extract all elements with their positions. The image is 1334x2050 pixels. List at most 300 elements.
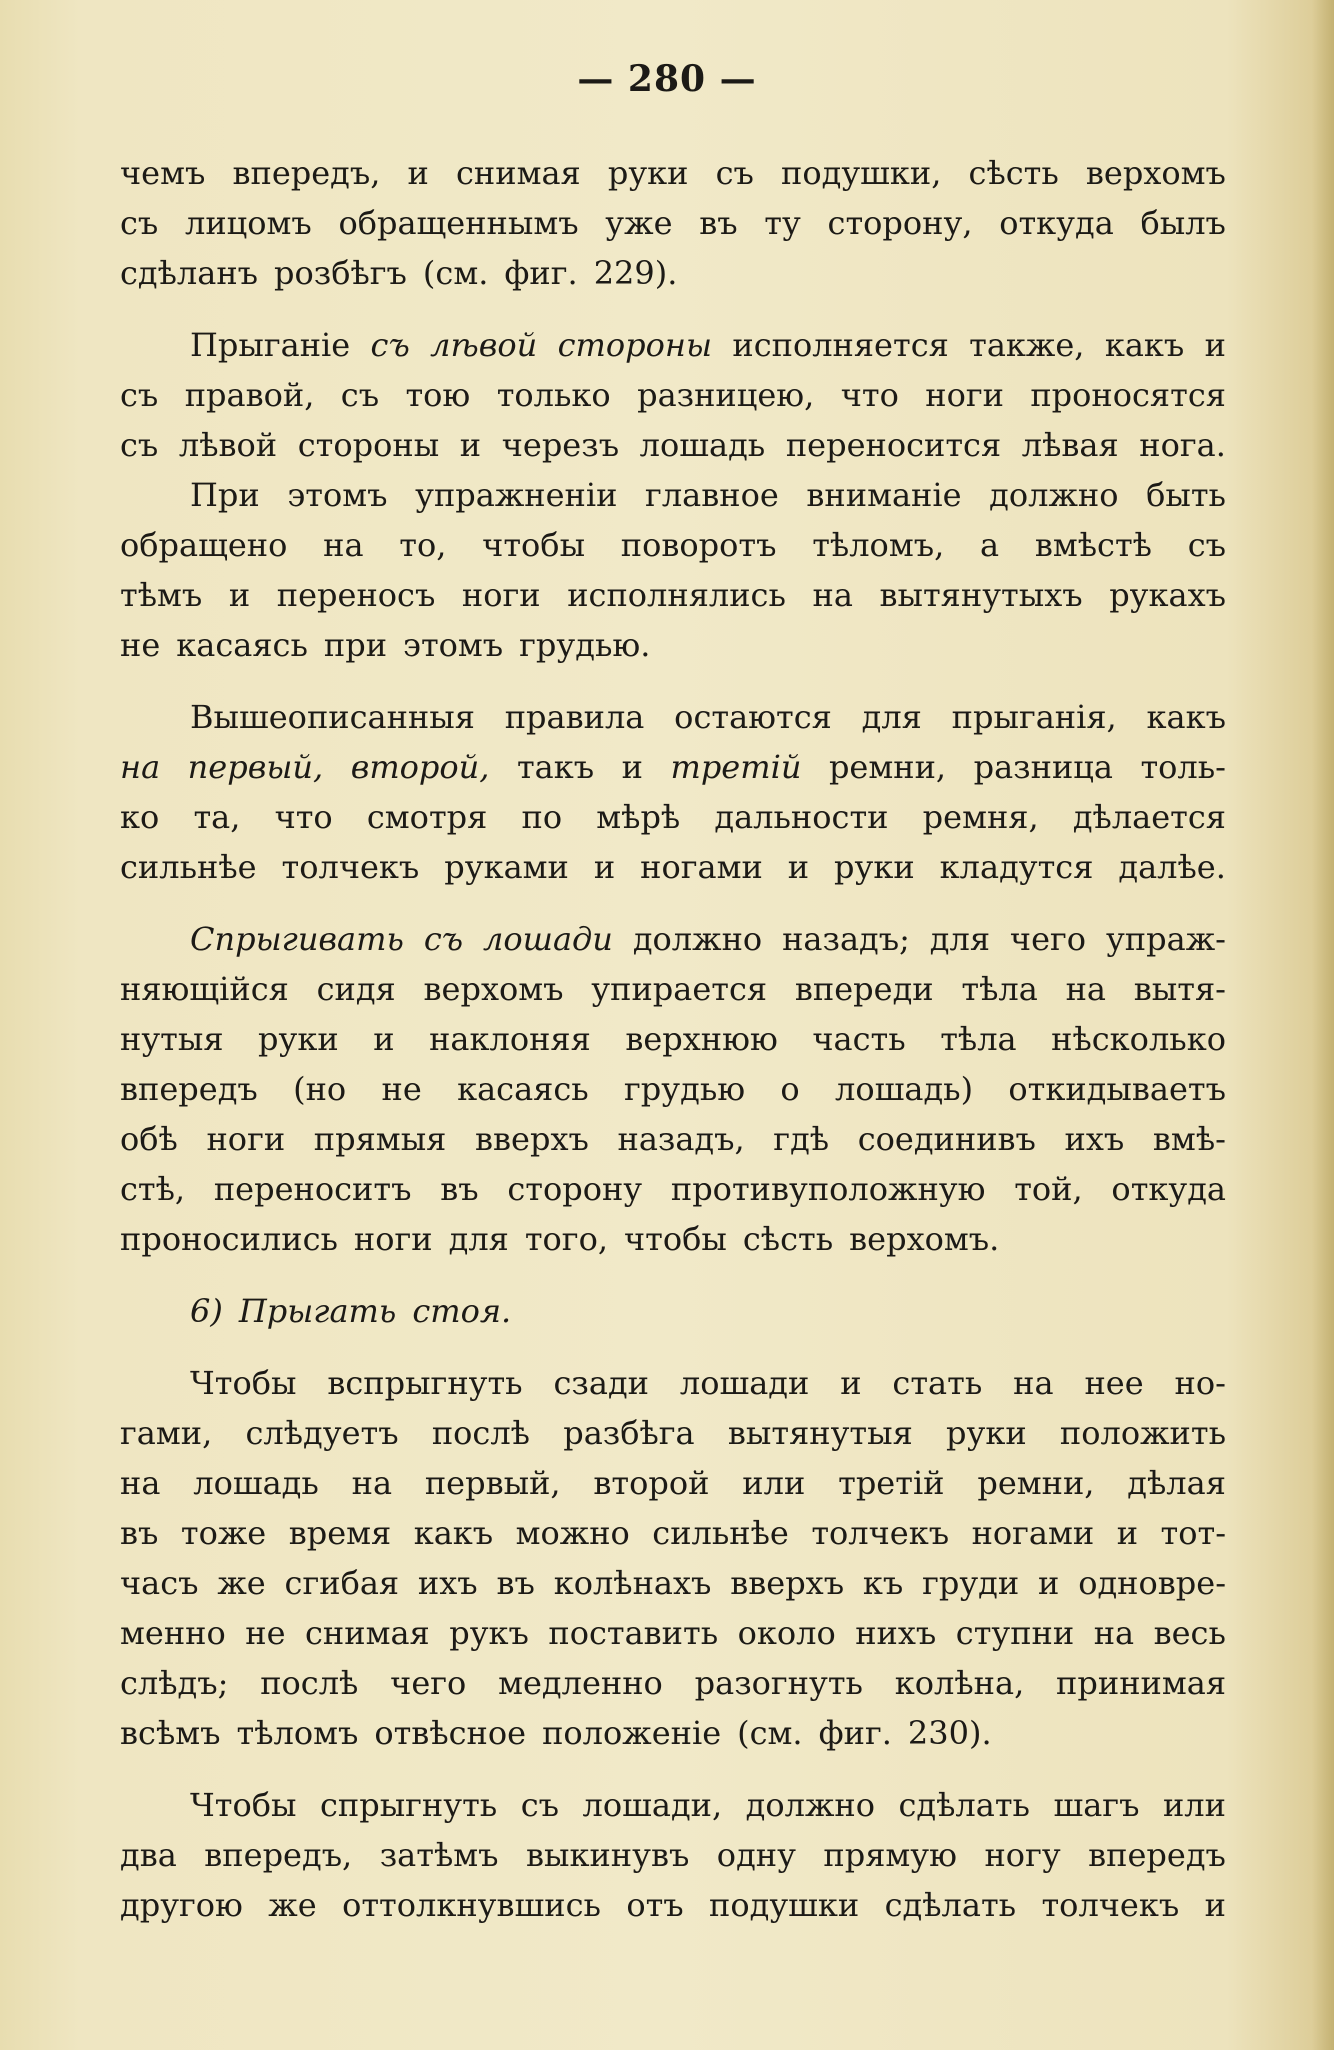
word: стоя. [412, 1292, 512, 1330]
word: и [373, 1020, 395, 1058]
word: былъ [1140, 204, 1226, 242]
word: Чтобы [190, 1364, 297, 1402]
word: уже [605, 204, 673, 242]
word: толь- [1140, 748, 1226, 786]
word: должно [632, 920, 763, 958]
word: вмѣстѣ [1034, 526, 1152, 564]
word: Чтобы [190, 1786, 297, 1824]
word: сдѣлать [898, 1786, 1030, 1824]
word: послѣ [260, 1664, 359, 1702]
word: лошади [482, 920, 613, 958]
word: ногами [971, 1514, 1095, 1552]
text-line [120, 470, 1226, 520]
word: ихъ [1064, 1120, 1125, 1158]
word: по [521, 798, 563, 836]
word: руки [834, 848, 915, 886]
word: смотря [366, 798, 488, 836]
word: нее [1084, 1364, 1144, 1402]
word: впередъ, [204, 1836, 353, 1874]
word: и [1116, 1514, 1139, 1552]
text-line [120, 1164, 1226, 1214]
word: касаясь [176, 626, 308, 664]
word: назадъ; [782, 920, 910, 958]
text-line [120, 1608, 1226, 1658]
word: лошади [679, 1364, 810, 1402]
word: ноги [925, 376, 1004, 414]
word: прямыя [313, 1120, 447, 1158]
paragraph-gap [120, 298, 1226, 320]
word: лошадь [639, 426, 766, 464]
word: для [861, 698, 922, 736]
word: два [120, 1836, 177, 1874]
word: сдѣлать [884, 1886, 1017, 1924]
word: съ [423, 920, 464, 958]
word: мѣрѣ [596, 798, 681, 836]
word: переноситъ [213, 1170, 412, 1208]
word: для [929, 920, 990, 958]
word: положить [1059, 1414, 1226, 1452]
word: одновре- [1078, 1564, 1226, 1602]
word: верхомъ [1085, 154, 1226, 192]
word: стать [892, 1364, 983, 1402]
word: разницею, [637, 376, 815, 414]
word: и [621, 748, 643, 786]
text-line [120, 1214, 1226, 1264]
word: впередъ, [232, 154, 381, 192]
word: съ [520, 1786, 559, 1824]
word: что [274, 798, 333, 836]
text-line [120, 792, 1226, 842]
word: нихъ [855, 1614, 937, 1652]
paragraph-gap [120, 1758, 1226, 1780]
text-line [120, 370, 1226, 420]
text-line [120, 1780, 1226, 1830]
text-line [120, 620, 1226, 670]
word: какъ [413, 1514, 494, 1552]
word: верхомъ. [849, 1220, 1000, 1258]
word: ремни, [828, 748, 947, 786]
text-line [120, 248, 1226, 298]
word: первый, [424, 1464, 561, 1502]
word: къ [862, 1564, 904, 1602]
word: въ [699, 204, 738, 242]
word: съ [120, 204, 159, 242]
word: послѣ [431, 1414, 530, 1452]
word: ногами [640, 848, 763, 886]
word: сильнѣе [120, 848, 257, 886]
word: розбѣгъ [274, 254, 407, 292]
text-line [120, 1508, 1226, 1558]
word: остаются [674, 698, 832, 736]
word: часть [812, 1020, 906, 1058]
word: чтобы [482, 526, 586, 564]
text-line [120, 692, 1226, 742]
word: прыганія, [951, 698, 1117, 736]
word: проносились [120, 1220, 338, 1258]
word: также, [969, 326, 1085, 364]
word: (см. [737, 1714, 803, 1752]
word: тот- [1160, 1514, 1226, 1552]
text-line [120, 1408, 1226, 1458]
word: стороны [557, 326, 713, 364]
word: толчекъ [811, 1514, 950, 1552]
word: (см. [422, 254, 489, 292]
word: сгибая [284, 1564, 400, 1602]
word: съ [120, 376, 159, 414]
word: и [228, 576, 251, 614]
word: при [323, 626, 388, 664]
word: разбѣга [563, 1414, 695, 1452]
word: вытянутыя [727, 1414, 913, 1452]
word: принимая [1056, 1664, 1226, 1702]
word: слѣдуетъ [245, 1414, 399, 1452]
word: вверхъ [730, 1564, 845, 1602]
text-line [120, 420, 1226, 470]
word: правой, [184, 376, 315, 414]
word: какъ [1146, 698, 1226, 736]
word: ремни, [977, 1464, 1095, 1502]
word: дѣлается [1072, 798, 1226, 836]
word: откуда [999, 204, 1114, 242]
word: проносятся [1030, 376, 1226, 414]
word: должно [745, 1786, 875, 1824]
word: руки [946, 1414, 1027, 1452]
word: (но [293, 1070, 347, 1108]
word: менно [120, 1614, 226, 1652]
word: лошади, [582, 1786, 723, 1824]
word: этомъ [287, 476, 388, 514]
word: сѣсть [968, 154, 1059, 192]
word: на [1013, 1364, 1054, 1402]
word: подушки [709, 1886, 860, 1924]
word: третій [670, 748, 802, 786]
word: нутыя [120, 1020, 224, 1058]
word: черезъ [501, 426, 620, 464]
word: кладутся [939, 848, 1094, 886]
word: дальности [714, 798, 889, 836]
word: снимая [304, 1614, 430, 1652]
paragraph-gap [120, 1264, 1226, 1286]
word: и [840, 1364, 862, 1402]
text-line [120, 1658, 1226, 1708]
word: гдѣ [773, 1120, 830, 1158]
text-line [120, 1286, 1226, 1336]
word: 230). [907, 1714, 992, 1752]
word: фиг. [818, 1714, 892, 1752]
word: гами, [120, 1414, 213, 1452]
text-line [120, 1114, 1226, 1164]
word: дѣлая [1127, 1464, 1226, 1502]
word: вытянутыхъ [879, 576, 1083, 614]
word: рукъ [449, 1614, 529, 1652]
word: откуда [1111, 1170, 1226, 1208]
word: ноги [461, 576, 541, 614]
word: грудью. [519, 626, 651, 664]
word: наклоняя [429, 1020, 591, 1058]
word: 6) [190, 1292, 223, 1330]
word: подушки, [781, 154, 942, 192]
word: переносъ [276, 576, 436, 614]
word: тѣломъ [236, 1714, 359, 1752]
word: груди [922, 1564, 1020, 1602]
word: другою [120, 1886, 243, 1924]
page-edge-shadow [1312, 0, 1334, 2050]
word: или [1162, 1786, 1226, 1824]
word: сзади [553, 1364, 649, 1402]
word: толчекъ [281, 848, 420, 886]
word: только [496, 376, 611, 414]
word: время [288, 1514, 392, 1552]
text-line [120, 1708, 1226, 1758]
word: соединивъ [857, 1120, 1036, 1158]
word: на [812, 576, 853, 614]
word: разогнуть [694, 1664, 863, 1702]
word: толчекъ [1041, 1886, 1180, 1924]
word: та, [193, 798, 241, 836]
word: съ [340, 376, 380, 414]
word: такъ [516, 748, 595, 786]
word: прямую [823, 1836, 957, 1874]
word: лошадь) [835, 1070, 974, 1108]
word: не [245, 1614, 286, 1652]
word: въ [440, 1170, 479, 1208]
word: ступни [955, 1614, 1075, 1652]
word: снимая [455, 154, 581, 192]
text-line [120, 320, 1226, 370]
word: тѣла [961, 970, 1038, 1008]
word: той, [1014, 1170, 1083, 1208]
text-line [120, 1358, 1226, 1408]
text-line [120, 964, 1226, 1014]
word: сѣсть [742, 1220, 834, 1258]
word: лицомъ [184, 204, 312, 242]
word: впередъ [120, 1070, 258, 1108]
word: того, [524, 1220, 608, 1258]
word: назадъ, [617, 1120, 745, 1158]
word: сильнѣе [652, 1514, 789, 1552]
word: тою [405, 376, 471, 414]
word: руками [444, 848, 569, 886]
word: Вышеописанныя [190, 698, 475, 736]
word: и [1038, 1564, 1060, 1602]
word: упирается [591, 970, 768, 1008]
word: на [120, 1464, 161, 1502]
word: не [381, 1070, 422, 1108]
paragraph-gap [120, 670, 1226, 692]
word: третій [838, 1464, 945, 1502]
word: противуположную [670, 1170, 986, 1208]
word: чтобы [624, 1220, 727, 1258]
word: 229). [593, 254, 678, 292]
word: положеніе [542, 1714, 722, 1752]
word: то, [399, 526, 447, 564]
word: весь [1153, 1614, 1226, 1652]
paragraph-gap [120, 1336, 1226, 1358]
word: лѣвой [430, 326, 538, 364]
word: и [1204, 1886, 1226, 1924]
word: поставить [548, 1614, 719, 1652]
word: тоже [180, 1514, 267, 1552]
word: выкинувъ [525, 1836, 690, 1874]
word: въ [120, 1514, 159, 1552]
word: впередъ [1088, 1836, 1226, 1874]
word: нѣсколько [1051, 1020, 1226, 1058]
word: отвѣсное [374, 1714, 527, 1752]
word: чего [390, 1664, 467, 1702]
word: одну [716, 1836, 796, 1874]
word: вниманіе [806, 476, 962, 514]
word: часъ [120, 1564, 199, 1602]
word: верхомъ [423, 970, 564, 1008]
text-line [120, 520, 1226, 570]
paragraph-gap [120, 892, 1226, 914]
word: ноги [206, 1120, 286, 1158]
word: шагъ [1053, 1786, 1140, 1824]
word: обращено [120, 526, 288, 564]
word: должно [989, 476, 1119, 514]
word: на [351, 1464, 393, 1502]
word: ноги [353, 1220, 433, 1258]
word: касаясь [457, 1070, 589, 1108]
word: тѣмъ [120, 576, 203, 614]
body-text [120, 148, 1226, 1930]
word: на [1093, 1614, 1135, 1652]
word: чемъ [120, 154, 206, 192]
text-line [120, 148, 1226, 198]
word: какъ [1104, 326, 1185, 364]
word: и [1204, 326, 1226, 364]
word: сидя [316, 970, 396, 1008]
word: лѣвой [178, 426, 278, 464]
word: главное [645, 476, 779, 514]
word: исполнялись [567, 576, 786, 614]
word: поворотъ [620, 526, 777, 564]
word: или [742, 1464, 806, 1502]
word: затѣмъ [379, 1836, 499, 1874]
word: няющійся [120, 970, 289, 1008]
word: исполняется [732, 326, 949, 364]
word: упражненіи [415, 476, 618, 514]
word: фиг. [504, 254, 578, 292]
word: ту [764, 204, 801, 242]
word: грудью [624, 1070, 746, 1108]
word: этомъ [403, 626, 504, 664]
word: лѣвая [1021, 426, 1119, 464]
word: всѣмъ [120, 1714, 221, 1752]
word: переносится [785, 426, 1002, 464]
word: тѣла [940, 1020, 1017, 1058]
word: можно [515, 1514, 630, 1552]
word: Прыгать [238, 1292, 397, 1330]
word: для [448, 1220, 509, 1258]
word: правила [504, 698, 645, 736]
word: впереди [794, 970, 934, 1008]
word: вверхъ [474, 1120, 589, 1158]
text-line [120, 742, 1226, 792]
text-line [120, 1064, 1226, 1114]
text-line [120, 198, 1226, 248]
word: и [787, 848, 810, 886]
text-line [120, 842, 1226, 892]
word: но- [1174, 1364, 1226, 1402]
word: стѣ, [120, 1170, 186, 1208]
word: сторону [507, 1170, 643, 1208]
word: оттолкнувшись [342, 1886, 601, 1924]
word: откидываетъ [1008, 1070, 1226, 1108]
word: Спрыгивать [190, 920, 404, 958]
word: съ [370, 326, 410, 364]
text-line [120, 1880, 1226, 1930]
word: же [217, 1564, 266, 1602]
word: далѣе. [1118, 848, 1226, 886]
text-line [120, 1014, 1226, 1064]
word: сдѣланъ [120, 254, 259, 292]
word: быть [1146, 476, 1226, 514]
word: на [120, 748, 161, 786]
word: и [407, 154, 429, 192]
word: не [120, 626, 161, 664]
word: ко [120, 798, 160, 836]
word: рукахъ [1109, 576, 1226, 614]
word: что [840, 376, 899, 414]
word: нога. [1139, 426, 1226, 464]
word: вспрыгнуть [327, 1364, 523, 1402]
word: ногу [984, 1836, 1061, 1874]
word: на [1065, 970, 1106, 1008]
word: отъ [626, 1886, 684, 1924]
text-line [120, 1830, 1226, 1880]
word: верхнюю [625, 1020, 778, 1058]
word: на [323, 526, 364, 564]
word: съ [1187, 526, 1226, 564]
word: тѣломъ, [812, 526, 945, 564]
word: и [593, 848, 616, 886]
word: съ [120, 426, 159, 464]
word: колѣна, [894, 1664, 1025, 1702]
page-number: — 280 — [577, 58, 757, 100]
word: упраж- [1105, 920, 1226, 958]
word: первый, [187, 748, 324, 786]
word: обращеннымъ [338, 204, 579, 242]
word: же [268, 1886, 317, 1924]
word: съ [715, 154, 754, 192]
word: и [459, 426, 482, 464]
text-line [120, 914, 1226, 964]
word: слѣдъ; [120, 1664, 229, 1702]
word: руки [258, 1020, 339, 1058]
word: второй [593, 1464, 710, 1502]
word: ихъ [417, 1564, 478, 1602]
text-line [120, 1458, 1226, 1508]
word: колѣнахъ [553, 1564, 712, 1602]
text-line [120, 1558, 1226, 1608]
word: медленно [498, 1664, 663, 1702]
word: разница [973, 748, 1113, 786]
text-line [120, 570, 1226, 620]
word: сторону, [827, 204, 973, 242]
word: около [737, 1614, 836, 1652]
word: о [780, 1070, 800, 1108]
word: обѣ [120, 1120, 178, 1158]
word: При [190, 476, 260, 514]
word: лошадь [193, 1464, 319, 1502]
word: спрыгнуть [319, 1786, 498, 1824]
word: Прыганіе [190, 326, 351, 364]
word: чего [1009, 920, 1087, 958]
word: вытя- [1133, 970, 1226, 1008]
word: а [979, 526, 1000, 564]
word: вмѣ- [1152, 1120, 1226, 1158]
